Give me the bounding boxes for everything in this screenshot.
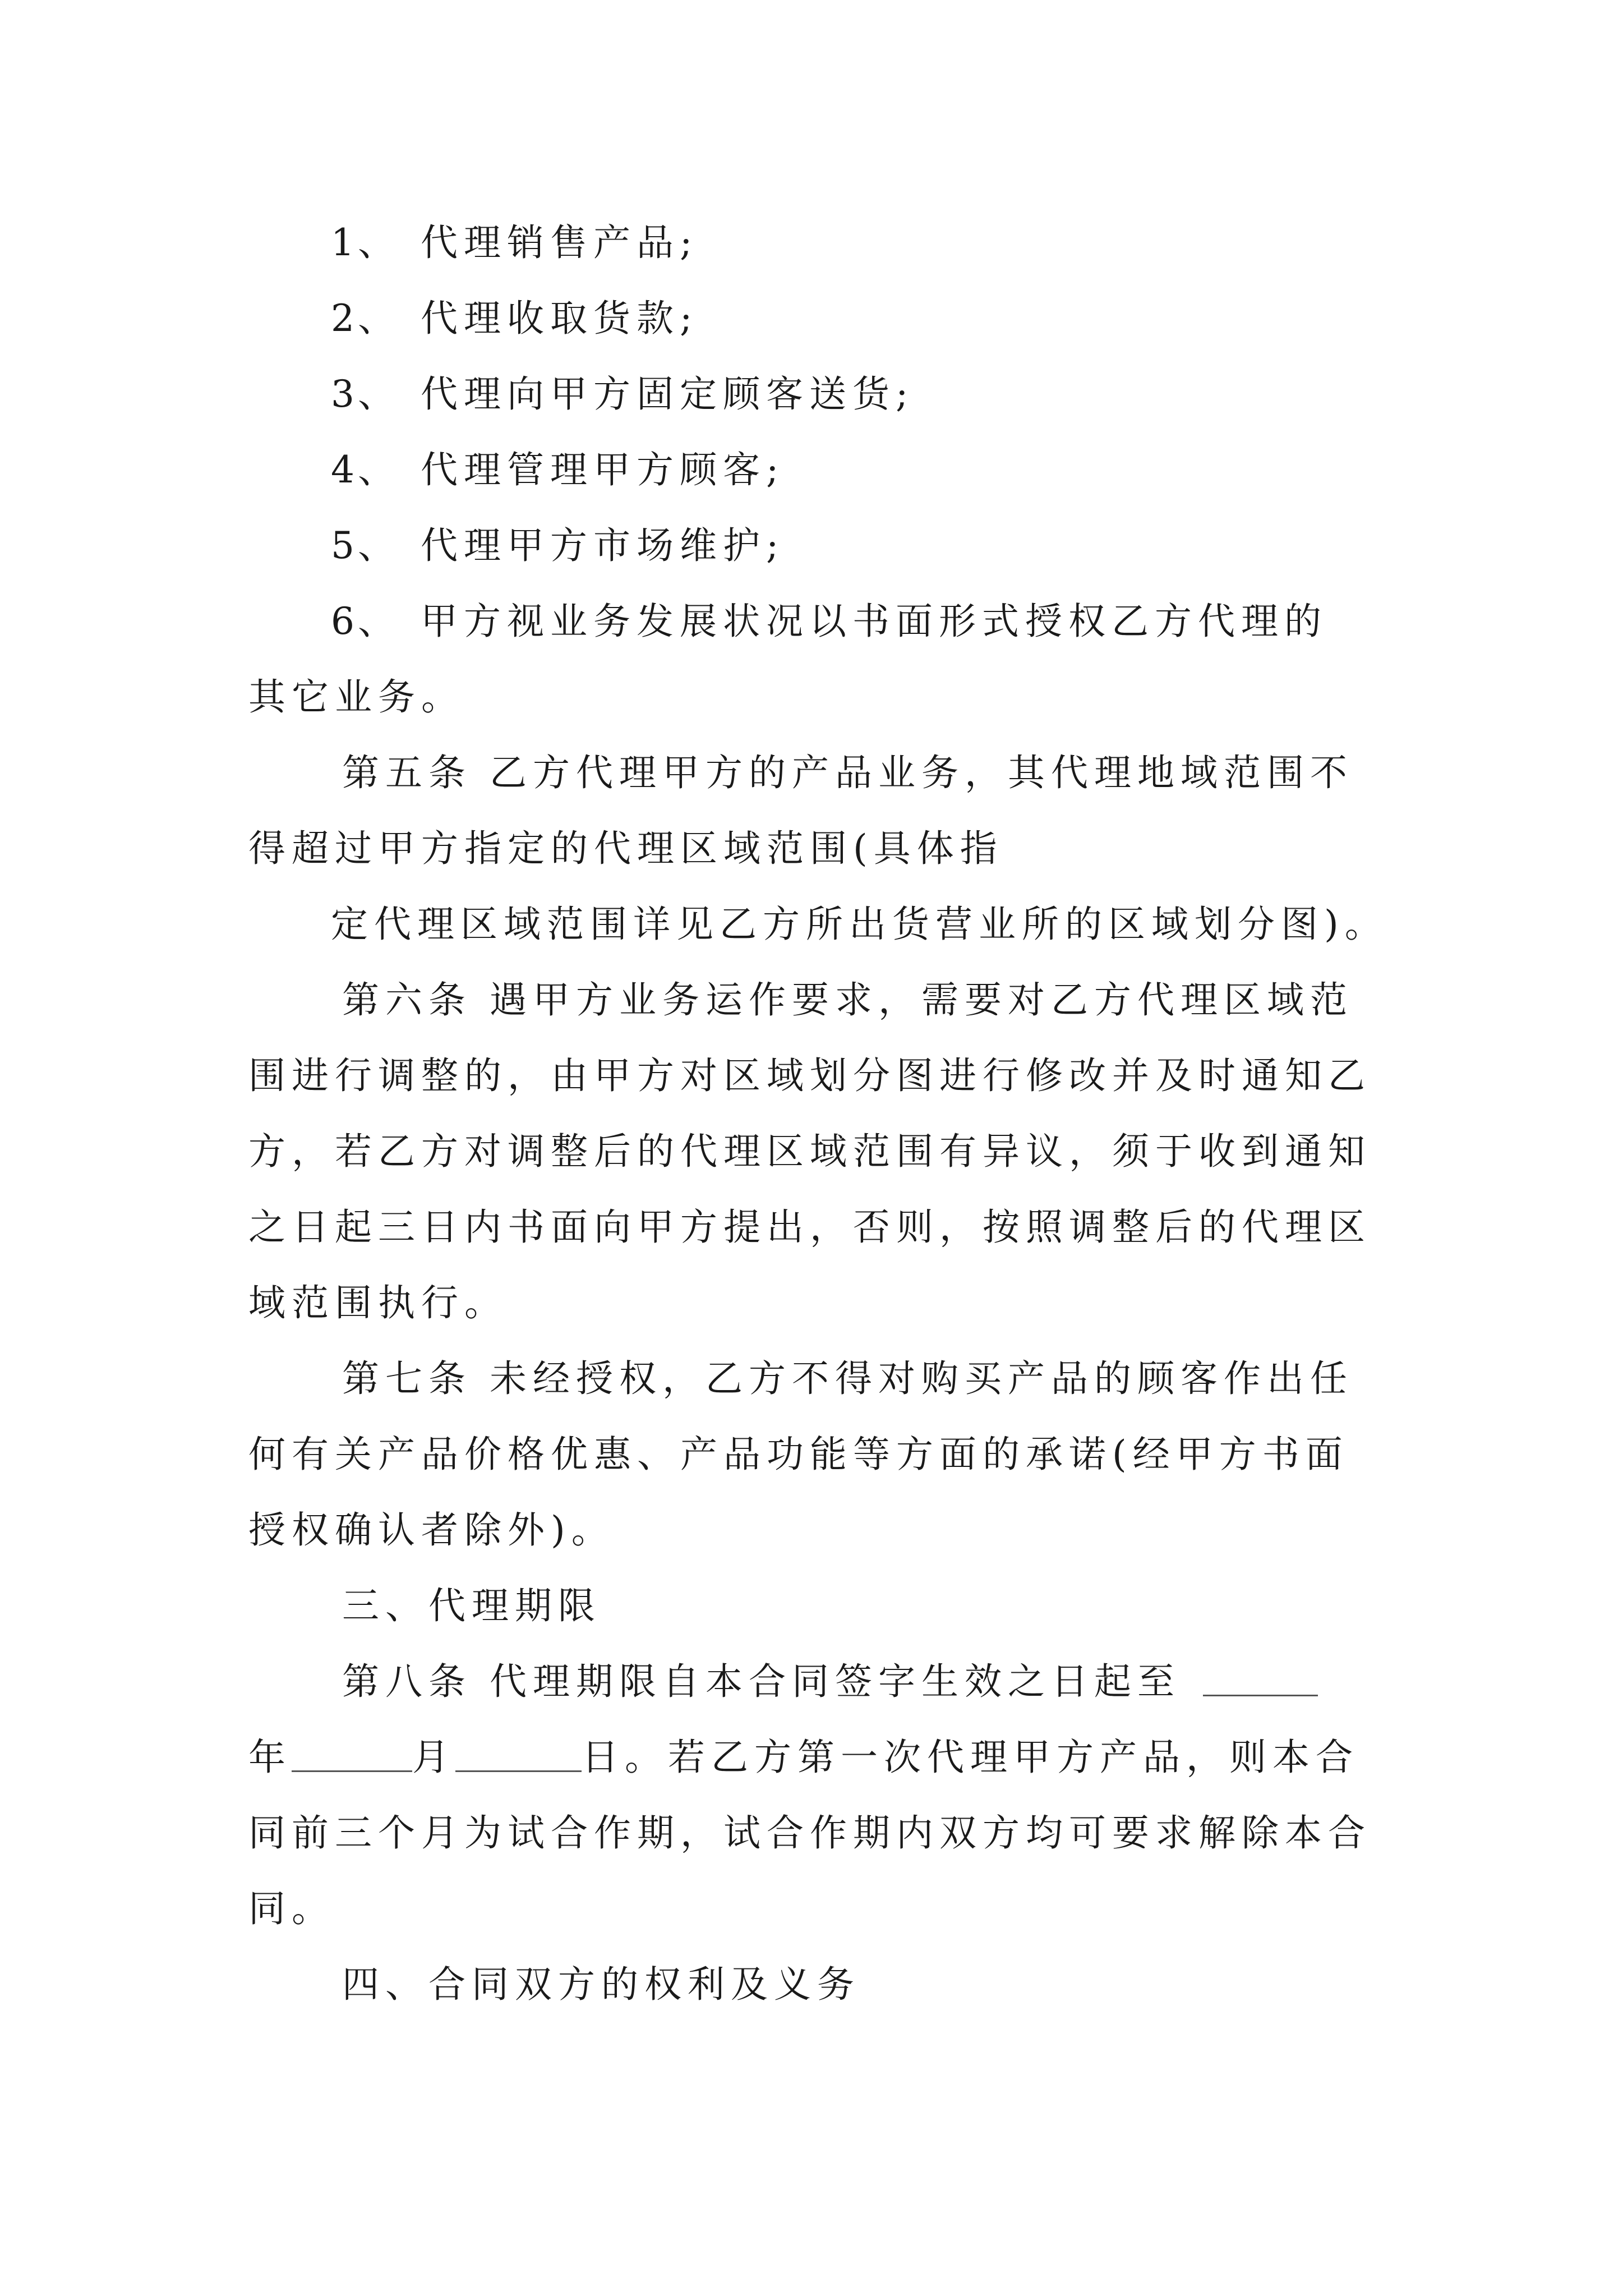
article-8-line-2 [248,1732,1359,1783]
article-8-line-1 [342,1657,1318,1707]
article-6-line-5: 域范围执行。 [248,1281,508,1324]
article-7-line-3: 授权确认者除外)。 [248,1508,615,1552]
section-heading-3: 三、代理期限 [342,1584,601,1627]
section-heading-4: 四、合同双方的权利及义务 [342,1963,860,2006]
article-5-line-2: 得超过甲方指定的代理区域范围(具体指 [248,827,1003,870]
article-8-line-3: 同前三个月为试合作期，试合作期内双方均可要求解除本合 [248,1811,1371,1855]
article-7-line-1: 第七条 未经授权，乙方不得对购买产品的顾客作出任 [342,1357,1353,1400]
list-item [331,521,785,571]
year-label: 年 [248,1736,292,1779]
list-text: 代理管理甲方顾客; [421,448,785,491]
article-7-line-2: 何有关产品价格优惠、产品功能等方面的承诺(经甲方书面 [248,1433,1349,1476]
article-8-line-4: 同。 [248,1887,335,1930]
article-6-line-3: 方，若乙方对调整后的代理区域范围有异议，须于收到通知 [248,1130,1371,1173]
list-item [331,218,698,268]
list-item [331,293,698,344]
article-5-line-3: 定代理区域范围详见乙方所出货营业所的区域划分图)。 [331,903,1388,946]
end-month-blank [292,1739,412,1772]
end-year-blank [1203,1663,1318,1696]
list-number: 6、 [331,600,398,643]
article-6-line-2: 围进行调整的，由甲方对区域划分图进行修改并及时通知乙 [248,1054,1371,1097]
list-text: 甲方视业务发展状况以书面形式授权乙方代理的 [421,600,1327,643]
list-text: 代理收取货款; [421,297,699,340]
day-label: 日。若乙方第一次代理甲方产品，则本合 [582,1736,1359,1779]
list-number: 2、 [331,297,398,340]
list-text: 代理向甲方固定顾客送货; [421,372,915,416]
list-text: 代理销售产品; [421,221,699,264]
end-day-blank [455,1739,582,1772]
month-label: 月 [412,1736,455,1779]
article-5-line-1: 第五条 乙方代理甲方的产品业务，其代理地域范围不 [342,751,1353,794]
list-item [331,369,914,420]
list-number: 4、 [331,448,398,491]
list-number: 5、 [331,524,398,567]
list-text: 代理甲方市场维护; [421,524,785,567]
list-number: 3、 [331,372,398,416]
article-8-text: 第八条 代理期限自本合同签字生效之日起至 [342,1660,1181,1703]
list-text-continuation: 其它业务。 [248,675,464,719]
list-number: 1、 [331,221,398,264]
list-item [331,445,785,495]
article-6-line-1: 第六条 遇甲方业务运作要求，需要对乙方代理区域范 [342,978,1353,1022]
article-6-line-4: 之日起三日内书面向甲方提出，否则，按照调整后的代理区 [248,1205,1371,1249]
list-item [331,596,1327,647]
